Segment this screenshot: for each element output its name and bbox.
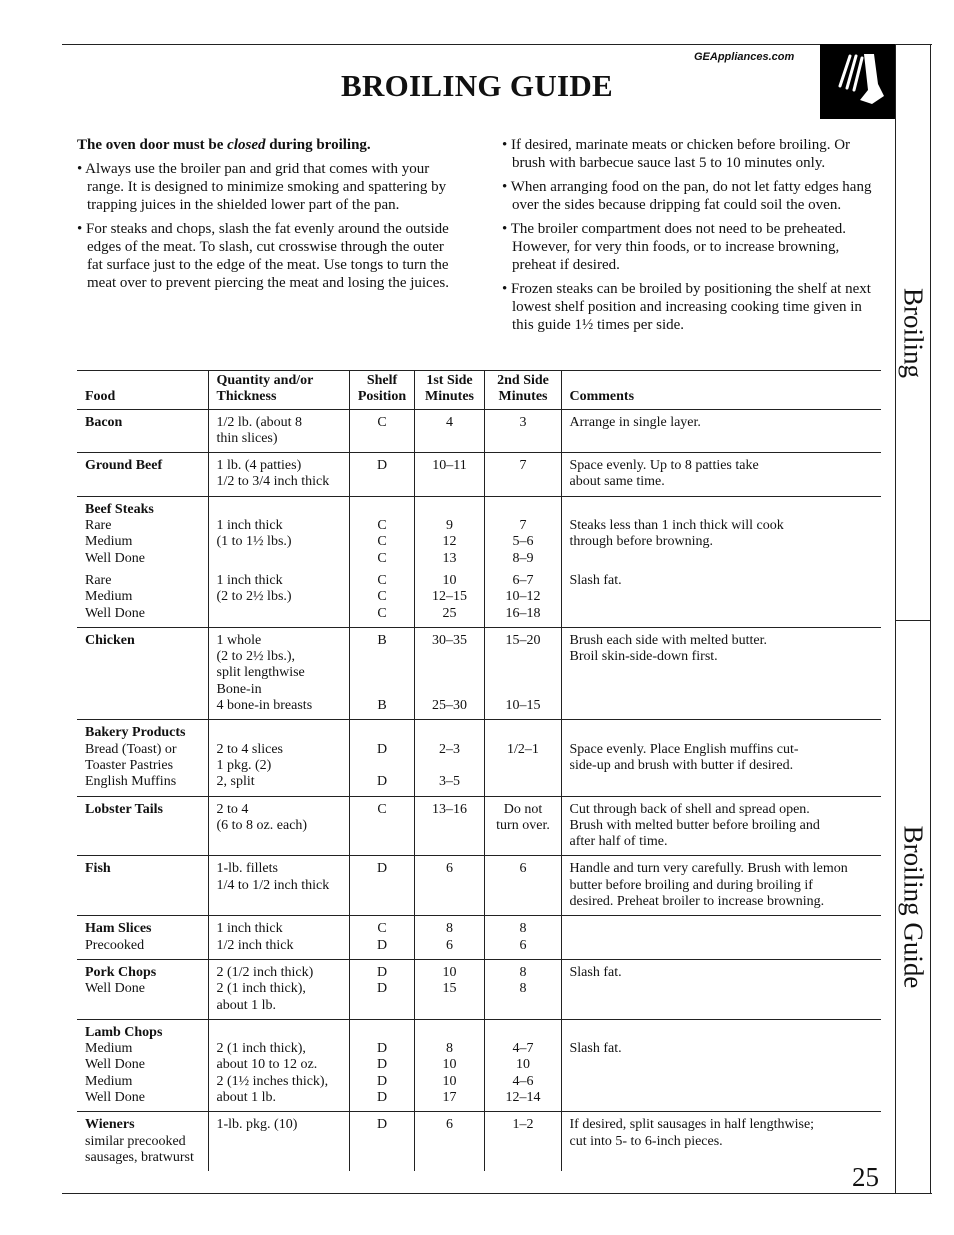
side-tab-broiling-guide: Broiling Guide [898,825,929,989]
shelf-cell: B B [349,627,414,719]
table-row [77,720,881,796]
food-name: Ground Beef [85,458,163,474]
second-side-cell: 7 [484,453,561,497]
food-name: Beef Steaks [85,501,154,517]
comments-cell: Brush each side with melted butter. Broil skin-side-down first. [561,627,881,719]
second-side-cell: 6–7 10–12 16–18 [484,570,561,627]
shelf-cell: C [349,796,414,856]
table-row [77,1019,881,1111]
shelf-cell: C C C [349,496,414,570]
shelf-cell: C C C [349,570,414,627]
quantity-cell: 2 (1 inch thick), about 10 to 12 oz. 2 (1½ inches thick), about 1 lb. [208,1019,349,1111]
quantity-cell: 1 inch thick 1/2 inch thick [208,916,349,960]
first-side-cell: 10–11 [414,453,484,497]
quantity-cell: 1 whole (2 to 2½ lbs.), split lengthwise Bone-in 4 bone-in breasts [208,627,349,719]
intro-bullet: • When arranging food on the pan, do not let fatty edges hang over the sides because dripping fat could soil the oven. [502,179,872,213]
first-side-cell: 9 12 13 [414,496,484,570]
first-side-cell: 10 12–15 25 [414,570,484,627]
food-cell [77,627,208,719]
website-url: GEAppliances.com [694,51,795,63]
food-detail: Well Done [85,981,145,997]
col-header-shelf: Shelf Position [349,371,414,410]
intro-left-column [77,136,452,298]
intro-bullet: • Always use the broiler pan and grid that comes with your range. It is designed to minimize smoking and spattering by trapping juices in the shielded lower part of the pan. [77,161,447,213]
table-header-row [77,371,881,410]
food-cell [77,496,208,570]
food-name: Fish [85,861,111,877]
second-side-cell: 1–2 [484,1112,561,1171]
comments-cell: Handle and turn very carefully. Brush with lemon butter before broiling and during broiling if desired. Preheat broiler to increase browning. [561,856,881,916]
shelf-cell: D [349,856,414,916]
food-cell [77,1019,208,1111]
quantity-cell: 1 inch thick (1 to 1½ lbs.) [208,496,349,570]
first-side-cell: 10 15 [414,959,484,1019]
quantity-cell: 1 inch thick (2 to 2½ lbs.) [208,570,349,627]
food-name: Pork Chops [85,964,157,980]
food-name: Wieners [85,1117,135,1133]
food-detail: Bread (Toast) or Toaster Pastries English Muffins [85,741,177,790]
table-row [77,627,881,719]
quantity-cell: 1-lb. pkg. (10) [208,1112,349,1171]
quantity-cell: 2 to 4 slices 1 pkg. (2) 2, split [208,720,349,796]
second-side-cell: 8 6 [484,916,561,960]
intro-right-column [502,136,882,340]
food-cell [77,959,208,1019]
quantity-cell: 1-lb. fillets 1/4 to 1/2 inch thick [208,856,349,916]
first-side-cell: 30–35 25–30 [414,627,484,719]
food-cell [77,453,208,497]
side-tab-frame [895,44,931,1194]
food-name: Lobster Tails [85,801,163,817]
table-row [77,796,881,856]
page-title: BROILING GUIDE [340,68,614,103]
first-side-cell: 13–16 [414,796,484,856]
broiling-guide-table [77,370,881,1171]
side-tab-divider [895,620,931,621]
col-header-food: Food [77,371,208,410]
comments-cell: If desired, split sausages in half lengthwise; cut into 5- to 6-inch pieces. [569,1117,815,1149]
food-detail: Precooked [85,937,145,953]
second-side-cell: 3 [484,409,561,453]
second-side-cell: 6 [484,856,561,916]
food-cell [77,409,208,453]
food-name: Lamb Chops [85,1024,163,1040]
col-header-comments: Comments [561,371,881,410]
food-name: Chicken [85,632,135,648]
first-side-cell: 4 [414,409,484,453]
first-side-cell: 6 [414,1112,484,1171]
shelf-cell: D [349,1112,414,1171]
intro-bullet: • Frozen steaks can be broiled by positioning the shelf at next lowest shelf position and increasing cooking time given in this guide 1½ times per side. [502,281,871,333]
first-side-cell: 6 [414,856,484,916]
second-side-cell: 1/2–1 [484,720,561,796]
food-name: Bacon [85,414,123,430]
food-cell [77,720,208,796]
col-header-quantity: Quantity and/or Thickness [208,371,349,410]
shelf-cell: D D [349,959,414,1019]
table-row [77,409,881,453]
food-name: Ham Slices [85,921,152,937]
page-number: 25 [852,1162,879,1192]
quantity-cell: 1 lb. (4 patties) 1/2 to 3/4 inch thick [208,453,349,497]
table-row [77,856,881,916]
table-row [77,959,881,1019]
intro-lead: The oven door must be closed during broiling. [77,137,371,153]
shelf-cell: D D [349,720,414,796]
food-name: Bakery Products [85,725,186,741]
intro-bullet: • The broiler compartment does not need to be preheated. However, for very thin foods, or to increase browning, preheat if desired. [502,221,847,273]
second-side-cell: 4–7 10 4–6 12–14 [484,1019,561,1111]
second-side-cell: 15–20 10–15 [484,627,561,719]
intro-bullet: • For steaks and chops, slash the fat evenly around the outside edges of the meat. To slash, cut crosswise through the outer fat surface just to the edge of the meat. Use tongs to turn the meat over to prevent piercing the meat and losing the juices. [77,221,449,291]
food-detail: similar precooked sausages, bratwurst [85,1133,194,1165]
intro-right-bullets [502,136,882,334]
intro-bullet: • If desired, marinate meats or chicken before broiling. Or brush with barbecue sauce last 5 to 10 minutes only. [502,137,851,171]
food-cell [77,1112,208,1171]
food-cell [77,916,208,960]
comments-cell: Steaks less than 1 inch thick will cook through before browning. [569,518,784,550]
comments-cell: Slash fat. [561,1019,881,1111]
side-tab-broiling: Broiling [898,287,929,379]
top-rule [62,44,932,45]
first-side-cell: 8 6 [414,916,484,960]
intro-left-bullets [77,160,452,292]
shelf-cell: C [349,409,414,453]
food-cell [77,570,208,627]
comments-cell: Slash fat. [561,959,881,1019]
comments-cell: Space evenly. Place English muffins cut- side-up and brush with butter if desired. [561,720,881,796]
food-detail: Medium Well Done Medium Well Done [85,1041,145,1105]
table-row [77,916,881,960]
col-header-first-side: 1st Side Minutes [414,371,484,410]
shelf-cell: C D [349,916,414,960]
second-side-cell: Do not turn over. [484,796,561,856]
quantity-cell: 2 (1/2 inch thick) 2 (1 inch thick), about 1 lb. [208,959,349,1019]
food-detail: Rare Medium Well Done [85,572,145,621]
first-side-cell: 8 10 10 17 [414,1019,484,1111]
food-detail: Rare Medium Well Done [85,518,145,566]
comments-cell: Slash fat. [561,570,881,627]
table-row [77,1112,881,1171]
table-row [77,453,881,497]
comments-cell [561,916,881,960]
second-side-cell: 8 8 [484,959,561,1019]
table-row [77,496,881,570]
comments-cell: Cut through back of shell and spread open. Brush with melted butter before broiling and after half of time. [561,796,881,856]
food-cell [77,856,208,916]
quantity-cell: 1/2 lb. (about 8 thin slices) [208,409,349,453]
bottom-rule [62,1193,932,1194]
shelf-cell: D [349,453,414,497]
comments-cell: Arrange in single layer. [561,409,881,453]
shelf-cell: D D D D [349,1019,414,1111]
table-row [77,570,881,627]
quantity-cell: 2 to 4 (6 to 8 oz. each) [208,796,349,856]
comments-cell: Space evenly. Up to 8 patties take about same time. [561,453,881,497]
second-side-cell: 7 5–6 8–9 [484,496,561,570]
col-header-second-side: 2nd Side Minutes [484,371,561,410]
first-side-cell: 2–3 3–5 [414,720,484,796]
food-cell [77,796,208,856]
